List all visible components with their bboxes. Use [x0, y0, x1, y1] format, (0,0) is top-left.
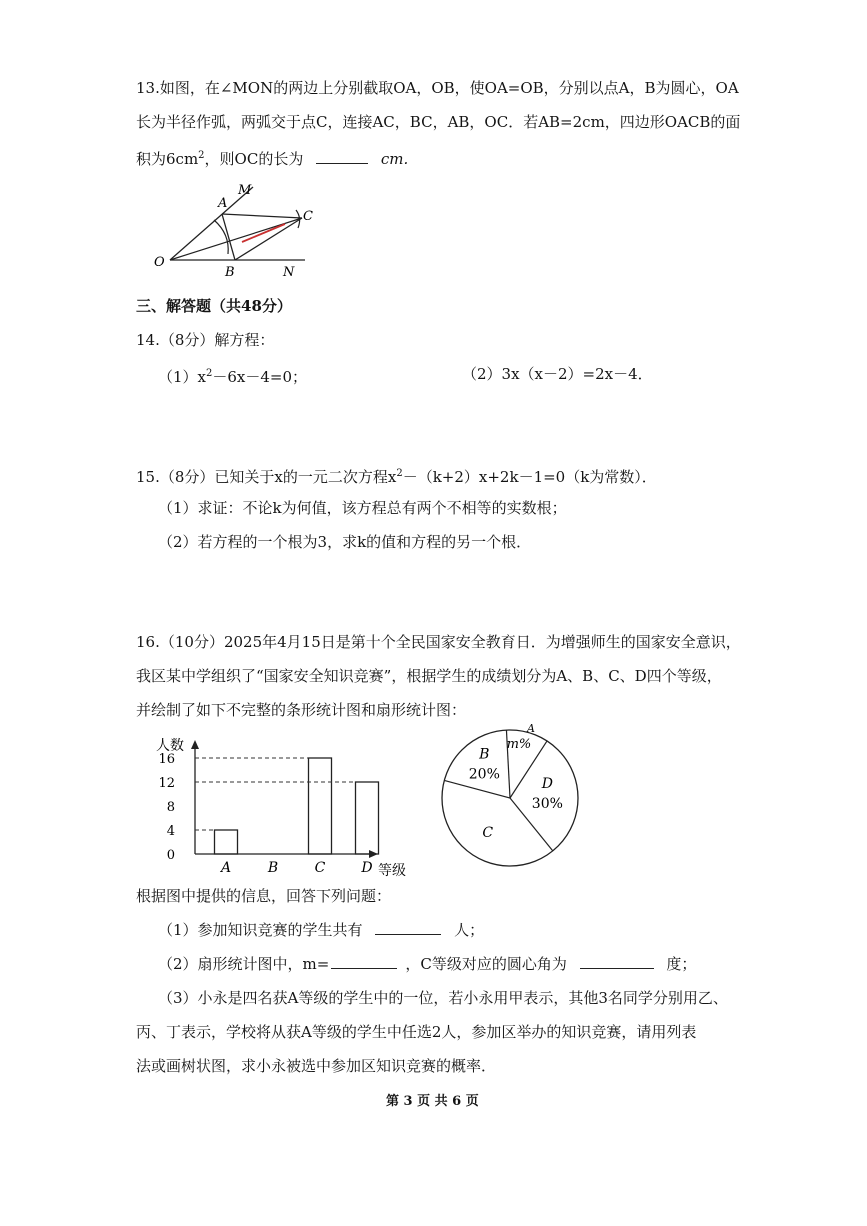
- q15-part2: （2）若方程的一个根为3，求k的值和方程的另一个根．: [158, 533, 532, 551]
- y-tick-12: 12: [158, 776, 175, 791]
- pie-label-A: A: [526, 722, 535, 736]
- q16-p1-blank[interactable]: [375, 920, 441, 935]
- q15-stem: [136, 464, 657, 487]
- q15-stem-a: 15.（8分）已知关于x的一元二次方程x: [136, 468, 397, 486]
- q14-part2: （2）3x（x－2）=2x－4．: [462, 365, 653, 383]
- pie-radius-B: [444, 780, 510, 798]
- bar-C: [309, 758, 332, 854]
- q13-text-2: 长为半径作弧，两弧交于点C，连接AC，BC，AB，OC．若AB=2cm，四边形OACB的面: [136, 113, 741, 131]
- label-b: B: [225, 265, 235, 280]
- label-a: A: [218, 196, 228, 211]
- bar-chart: [150, 730, 420, 880]
- pie-label-B: B: [479, 746, 490, 763]
- q13-text-3a: 积为6cm: [136, 150, 199, 168]
- q16-stem-2: 我区某中学组织了“国家安全知识竞赛”，根据学生的成绩划分为A、B、C、D四个等级，: [136, 667, 722, 685]
- q15-part1: （1）求证：不论k为何值，该方程总有两个不相等的实数根；: [158, 499, 567, 517]
- q16-p2-blank-angle[interactable]: [580, 954, 654, 969]
- q16-p2-a: （2）扇形统计图中，m=: [158, 955, 330, 973]
- y-tick-8: 8: [166, 800, 175, 815]
- y-axis-arrow: [191, 740, 199, 749]
- pie-label-C: C: [482, 825, 494, 842]
- pie-value-B: 20%: [468, 766, 500, 783]
- q13-line2: [136, 112, 740, 132]
- y-tick-0: 0: [166, 848, 175, 863]
- section-3-title: 三、解答题（共48分）: [136, 297, 292, 315]
- q14-p1-sup: 2: [206, 368, 213, 379]
- pie-label-D: D: [541, 776, 553, 793]
- x-tick-A: A: [220, 860, 232, 876]
- q13-answer-blank[interactable]: [316, 149, 368, 164]
- q16-stem-3: 并绘制了如下不完整的条形统计图和扇形统计图：: [136, 701, 467, 719]
- y-tick-4: 4: [166, 824, 175, 839]
- x-tick-B: B: [267, 860, 279, 876]
- q16-p1-b: 人；: [454, 921, 485, 939]
- q13-figure: [150, 182, 320, 282]
- q16-part2: [158, 954, 696, 974]
- q16-after-text: 根据图中提供的信息，回答下列问题：: [136, 887, 392, 905]
- q13-text-1: 13.如图，在∠MON的两边上分别截取OA，OB，使OA=OB，分别以点A，B为圆心，OA: [136, 79, 739, 97]
- q16-part3-l3: 法或画树状图，求小永被选中参加区知识竞赛的概率．: [136, 1057, 497, 1075]
- bar-A: [215, 830, 238, 854]
- q15-stem-sup: 2: [396, 468, 403, 479]
- q16-part3-l2: 丙、丁表示，学校将从获A等级的学生中任选2人，参加区举办的知识竞赛，请用列表: [136, 1023, 697, 1041]
- x-tick-D: D: [361, 860, 373, 876]
- q16-p2-blank-m[interactable]: [331, 954, 397, 969]
- y-tick-16: 16: [158, 752, 175, 767]
- q16-p1-a: （1）参加知识竞赛的学生共有: [158, 921, 363, 939]
- q16-stem-1: 16.（10分）2025年4月15日是第十个全民国家安全教育日．为增强师生的国家安全意识，: [136, 633, 741, 651]
- label-o: O: [154, 255, 165, 270]
- seg-bc: [235, 218, 302, 260]
- page-footer: 第 3 页 共 6 页: [386, 1094, 479, 1109]
- bar-chart-xlabel: 等级: [378, 863, 406, 879]
- label-m: M: [238, 183, 252, 198]
- q16-p2-c: 度；: [666, 955, 697, 973]
- seg-ac: [222, 214, 302, 218]
- q14-part1: [158, 364, 307, 387]
- q13-line1: [136, 78, 739, 98]
- q13-line3: [136, 146, 408, 169]
- q16-part1: [158, 920, 484, 940]
- q14-p1-a: （1）x: [158, 368, 207, 386]
- label-c: C: [303, 209, 313, 224]
- q16-p2-b: ，C等级对应的圆心角为: [405, 955, 567, 973]
- label-n: N: [283, 265, 295, 280]
- bar-D: [356, 782, 379, 854]
- pie-value-A: m%: [506, 737, 532, 753]
- q14-p1-b: －6x－4=0；: [212, 368, 308, 386]
- q13-text-3b: ，则OC的长为: [204, 150, 304, 168]
- q16-part3-l1: （3）小永是四名获A等级的学生中的一位，若小永用甲表示，其他3名同学分别用乙、: [158, 989, 728, 1007]
- pie-chart: [430, 720, 610, 870]
- pie-value-D: 30%: [531, 796, 563, 813]
- q15-stem-b: －（k+2）x+2k－1=0（k为常数）．: [402, 468, 657, 486]
- q13-sup: 2: [198, 150, 205, 161]
- bar-chart-ylabel: 人数: [156, 738, 184, 754]
- q14-stem: 14.（8分）解方程：: [136, 331, 275, 349]
- x-tick-C: C: [314, 860, 326, 876]
- arc-a: [214, 220, 228, 254]
- q13-unit: cm.: [380, 150, 409, 168]
